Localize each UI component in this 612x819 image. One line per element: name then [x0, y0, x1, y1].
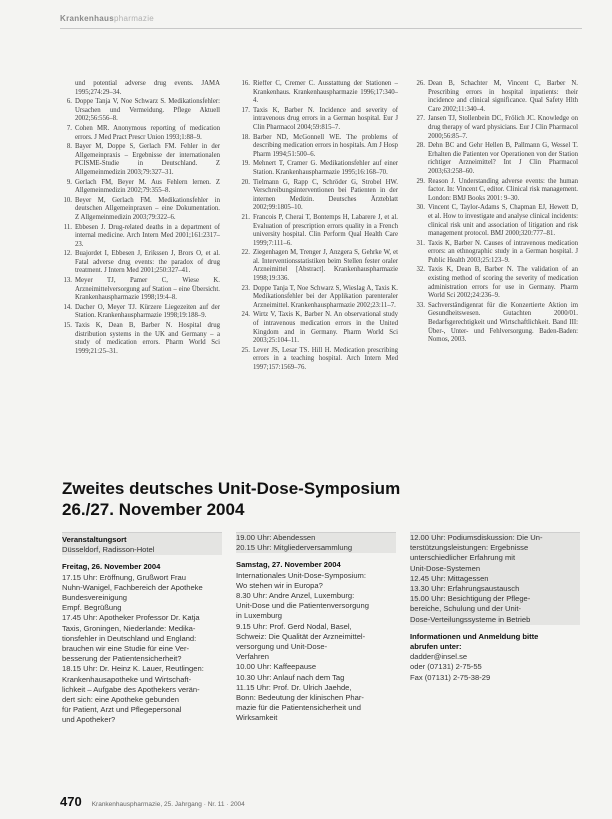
program-line: Taxis, Groningen, Niederlande: Medika- [62, 623, 196, 633]
reference-number: 10. [63, 196, 72, 204]
reference-item [413, 178, 578, 204]
reference-column-2 [238, 80, 398, 470]
reference-item [60, 143, 220, 177]
reference-item [413, 302, 578, 345]
contact-details [410, 652, 580, 683]
reference-text: Dacher O, Meyer TJ. Kürzere Liegezeiten auf der Station. Krankenhauspharmazie 1998;19:188–9. [75, 303, 220, 320]
reference-text: Barber ND, McGonnell WE. The problems of describing medication errors in hospitals. Am J Hosp Pharm 1994;51:500–6. [253, 133, 398, 158]
program-line: mazie für die Patientensicherheit und [236, 703, 361, 713]
reference-number: 20. [241, 178, 250, 186]
reference-item [60, 197, 220, 223]
reference-number: 21. [241, 213, 250, 221]
program-line: 10.00 Uhr: Kaffeepause [236, 662, 317, 672]
reference-number: 31. [416, 239, 425, 247]
program-line: Verfahren [236, 652, 269, 662]
reference-text: Taxis K, Barber N. Incidence and severity of intravenous drug errors in a German hospital. Eur J Clin Pharmacol 2004;59:815–7. [253, 106, 398, 131]
program-line: 17.15 Uhr: Eröffnung, Grußwort Frau [62, 572, 186, 582]
reference-number: 16. [241, 80, 250, 87]
program-line: Wirksamkeit [236, 713, 278, 723]
saturday-heading: Samstag, 27. November 2004 [236, 560, 341, 570]
program-line: 15.00 Uhr: Besichtigung der Pflege- [410, 594, 531, 604]
reference-item [413, 80, 578, 114]
reference-number: 25. [241, 346, 250, 354]
program-line: dert sich: eine Apotheke gebunden [62, 695, 179, 705]
reference-number: 27. [416, 115, 425, 123]
reference-item [413, 204, 578, 238]
reference-item [60, 98, 220, 124]
reference-text: Meyer TJ, Pamer C, Wiese K. Arzneimittelversorgung auf Station – eine Übersicht. Krankenhauspharmazie 1998;19:4–8. [75, 277, 220, 302]
program-line: Bonn: Bedeutung der klinischen Phar- [236, 693, 364, 703]
reference-item [413, 142, 578, 176]
reference-number: 12. [63, 250, 72, 258]
reference-number: 22. [241, 249, 250, 257]
program-line: 13.30 Uhr: Erfahrungsaustausch [410, 584, 520, 594]
header-rule [60, 28, 582, 29]
program-line: Nuhn-Wanigel, Fachbereich der Apotheke [62, 582, 203, 592]
symposium-title: Zweites deutsches Unit-Dose-Symposium [62, 479, 401, 498]
afternoon-box [410, 532, 580, 625]
reference-item [413, 240, 578, 266]
symposium-heading [62, 478, 582, 520]
reference-number: 6. [66, 98, 72, 106]
program-line: Unit-Dose und die Patientenversorgung [236, 601, 369, 611]
reference-number: 26. [416, 80, 425, 87]
header-title: Krankenhaus [60, 14, 114, 23]
program-line: tionsfehler in Deutschland und England: [62, 633, 197, 643]
reference-number: 17. [241, 106, 250, 114]
reference-item [60, 322, 220, 356]
reference-text: Sachverständigenrat für die Konzertierte Aktion im Gesundheitswesen. Gutachten 2000/01. Bedarfsgerechtigkeit und Wirtschaftlichkeit. Band III: Über-, Unter- und Fehlversorgung. Baden-Baden: Nomos, 2003. [428, 301, 578, 344]
reference-number: 24. [241, 311, 250, 319]
program-line: Unit-Dose-Systemen [410, 563, 481, 573]
program-line: Bundesvereinigung [62, 593, 128, 603]
program-line: und Apotheker? [62, 715, 116, 725]
journal-citation: Krankenhauspharmazie, 25. Jahrgang · Nr. 11 · 2004 [91, 801, 245, 808]
program-column-1 [62, 532, 222, 726]
program-line: lichkeit – Aufgabe des Apothekers verän- [62, 684, 200, 694]
reference-item [238, 107, 398, 133]
reference-item [238, 249, 398, 283]
program-line: 19.00 Uhr: Abendessen [236, 533, 316, 542]
reference-item [60, 304, 220, 321]
reference-number: 9. [66, 178, 72, 186]
program-line: Schweiz: Die Qualität der Arzneimittel- [236, 631, 366, 641]
reference-text: Buajordet I, Ebbesen J, Erikssen J, Brors O, et al. Fatal adverse drug events: the paradox of drug treatment. J Intern Med 2001;250:327–41. [75, 250, 220, 275]
reference-text: Tielmann G, Rapp C, Schröder G, Strobel HW. Verschreibungsinterventionen bei Patienten in der internen Medizin. Deutsches Ärzteblatt 2002;99:1805–10. [253, 178, 398, 212]
reference-number: 23. [241, 284, 250, 292]
reference-item [60, 179, 220, 196]
program-line: in Luxemburg [236, 611, 283, 621]
reference-number: 18. [241, 133, 250, 141]
program-column-2 [236, 532, 396, 724]
header-subtitle: pharmazie [113, 14, 155, 23]
reference-text: Dehn BC and Gehr Hellen B, Pallmann G, Wessel T. Erhalten die Patienten vor Operationen von der Station richtiger Arzneimittel? Int J Clin Pharmacol 2003;63:258–60. [428, 142, 578, 175]
reference-number: 14. [63, 303, 72, 311]
reference-text: Doppe Tanja V, Noe Schwarz S. Medikationsfehler: Ursachen und Vermeidung. Pflege Aktuell 2002;56:556–8. [75, 98, 220, 123]
program-line: 20.15 Uhr: Mitgliederversammlung [236, 543, 353, 553]
reference-number: 19. [241, 160, 250, 168]
reference-number [60, 80, 75, 97]
program-line: oder (07131) 2-75-55 [410, 662, 482, 672]
program-line: brauchen wir eine Studie für eine Ver- [62, 644, 190, 654]
reference-text: Reason J. Understanding adverse events: the human factor. In: Vincent C, editor. Clinical risk management. London: BMJ Books 2001: 9–30. [428, 177, 578, 202]
program-line: 12.00 Uhr: Podiumsdiskussion: Die Un- [410, 533, 543, 542]
program-line: terstützungsleistungen: Ergebnisse [410, 543, 529, 553]
reference-text: Taxis K, Barber N. Causes of intravenous medication errors: an ethnographic study in a German hospital. J Public Health 2003;25:123–9. [428, 239, 578, 264]
reference-number: 28. [416, 142, 425, 150]
reference-item [238, 285, 398, 311]
program-line: Dose-Verteilungssysteme in Betrieb [410, 614, 531, 624]
reference-text: Wirtz V, Taxis K, Barber N. An observational study of intravenous medication errors in the United Kingdom and in Germany. Pharm World Sci 2003;25:104–11. [253, 311, 398, 345]
reference-column-1 [60, 80, 220, 470]
reference-item [238, 347, 398, 373]
reference-text: Mehnert T, Cramer G. Medikationsfehler auf einer Station. Krankenhauspharmazie 1995;16:168–70. [253, 160, 398, 176]
evening-box [236, 532, 396, 553]
reference-text: Jansen TJ, Stollenbein DC, Frölich JC. Knowledge on drug therapy of ward physicians. Eur J Clin Pharmacol 2000;56:85–7. [428, 115, 578, 140]
program-line: Wo stehen wir in Europa? [236, 580, 323, 590]
reference-item [60, 224, 220, 250]
reference-item [60, 80, 220, 97]
program-line: bereiche, Schulung und der Unit- [410, 604, 522, 614]
reference-number: 7. [66, 124, 72, 132]
program-line: dadder@insel.se [410, 652, 468, 662]
reference-number: 33. [416, 301, 425, 309]
symposium-date: 26./27. November 2004 [62, 500, 245, 519]
running-header [60, 14, 154, 23]
venue-heading: Veranstaltungsort [62, 535, 127, 544]
reference-number: 13. [63, 277, 72, 285]
reference-item [238, 179, 398, 213]
friday-program [62, 573, 222, 726]
reference-text: Beyer M, Gerlach FM. Medikationsfehler in deutschen Allgemeinpraxen – eine Dokumentation. Z Allgemeinmedizin 2003;79:322–6. [75, 196, 220, 221]
reference-number: 30. [416, 204, 425, 212]
program-line: 11.15 Uhr: Prof. Dr. Ulrich Jaehde, [236, 682, 352, 692]
reference-text: Cohen MR. Anonymous reporting of medication errors. J Med Pract Prescr Union 1993;1:88–9. [75, 124, 220, 141]
reference-text: Bayer M, Doppe S, Gerlach FM. Fehler in der Allgemeinpraxis – Ergebnisse der internationalen PCISME-Studie in Deutschland. Z Allgemeinmedizin 2003;79:327–31. [75, 143, 220, 176]
reference-item [238, 134, 398, 160]
reference-text: Rieffer C, Cremer C. Ausstattung der Stationen – Krankenhaus. Krankenhauspharmazie 1996;17:340–4. [253, 80, 398, 105]
reference-text: Taxis K, Dean B, Barber N. Hospital drug distribution systems in the UK and Germany – a study of medication errors. Pharm World Sci 1999;21:25–31. [75, 322, 220, 355]
program-column-3 [410, 532, 580, 683]
reference-item [60, 277, 220, 303]
reference-number: 32. [416, 266, 425, 274]
program-line: 8.30 Uhr: Andre Anzel, Luxemburg: [236, 591, 355, 601]
reference-number: 11. [63, 223, 72, 231]
program-line: Empf. Begrüßung [62, 603, 122, 613]
program-line: 9.15 Uhr: Prof. Gerd Nodal, Basel, [236, 621, 352, 631]
reference-number: 15. [63, 322, 72, 330]
program-line: für Patient, Arzt und Pflegepersonal [62, 705, 182, 715]
reference-text: Taxis K, Dean B, Barber N. The validation of an existing method of scoring the severity of medication administration errors for use in Germany. Pharm World Sci 2002;24:236–9. [428, 266, 578, 300]
reference-item [238, 311, 398, 345]
reference-column-3 [413, 80, 578, 470]
page-footer [60, 794, 245, 809]
reference-item [238, 80, 398, 106]
reference-text: Francois P, Cherai T, Bontemps H, Labarere J, et al. Evaluation of prescription errors quality in a French university hospital. Clin Perform Qual Health Care 1999;7:111–6. [253, 213, 398, 247]
reference-item [238, 214, 398, 248]
venue-box [62, 532, 222, 555]
program-line: Krankenhausapotheke und Wirtschaft- [62, 674, 192, 684]
program-line: 12.45 Uhr: Mittagessen [410, 573, 489, 583]
program-line: 17.45 Uhr: Apotheker Professor Dr. Katja [62, 613, 200, 623]
reference-item [60, 250, 220, 276]
program-line: Fax (07131) 2-75-38-29 [410, 672, 491, 682]
reference-item [413, 266, 578, 300]
reference-text: Ebbesen J. Drug-related deaths in a department of internal medicine. Arch Intern Med 2001;161:2317–23. [75, 223, 220, 248]
reference-item [238, 160, 398, 177]
page-number: 470 [60, 794, 82, 809]
program-line: 18.15 Uhr: Dr. Heinz K. Lauer, Reutlingen: [62, 664, 204, 674]
contact-heading: Informationen und Anmeldung bitte [410, 631, 539, 641]
reference-number: 29. [416, 177, 425, 185]
friday-heading: Freitag, 26. November 2004 [62, 562, 161, 572]
reference-item [413, 115, 578, 141]
reference-text: Doppe Tanja T, Noe Schwarz S, Wieslag A, Taxis K. Medikationsfehler bei der Applikation parenteraler Arzneimittel. Krankenhauspharmazie 2002;23:11–7. [253, 284, 398, 309]
program-line: unterschiedlicher Erfahrung mit [410, 553, 516, 563]
reference-text: und potential adverse drug events. JAMA 1995;274:29–34. [75, 80, 220, 96]
reference-number: 8. [66, 143, 72, 151]
program-line: 10.30 Uhr: Anlauf nach dem Tag [236, 672, 345, 682]
program-line: Internationales Unit-Dose-Symposium: [236, 570, 366, 580]
reference-text: Lever JS, Lesar TS. Hill H. Medication prescribing errors in a teaching hospital. Arch Intern Med 1997;157:1569–76. [253, 346, 398, 371]
saturday-program [236, 571, 396, 724]
program-line: besserung der Patientensicherheit? [62, 654, 182, 664]
reference-item [60, 125, 220, 142]
reference-text: Ziegenhagen M, Trenger J, Anzgera S, Gehrke W, et al. Interventionsstatistiken beim Stellen fester oraler Arzneimittel [Abstract]. Krankenhauspharmazie 1998;19:336. [253, 249, 398, 283]
reference-text: Gerlach FM, Beyer M. Aus Fehlern lernen. Z Allgemeinmedizin 2002;79:355–8. [75, 178, 220, 195]
venue-text: Düsseldorf, Radisson-Hotel [62, 545, 155, 555]
contact-heading-2: abrufen unter: [410, 642, 462, 652]
reference-text: Dean B, Schachter M, Vincent C, Barber N. Prescribing errors in hospital inpatients: their incidence and clinical significance. Qual Safety Hlth Care 2002;11:340–4. [428, 80, 578, 113]
program-line: versorgung und Unit-Dose- [236, 642, 328, 652]
reference-text: Vincent C, Taylor-Adams S, Chapman EJ, Hewett D, et al. How to investigate and analyse clinical incidents: clinical risk unit and association of litigation and risk management protocol. BMJ 2000;320:777–81. [428, 204, 578, 238]
